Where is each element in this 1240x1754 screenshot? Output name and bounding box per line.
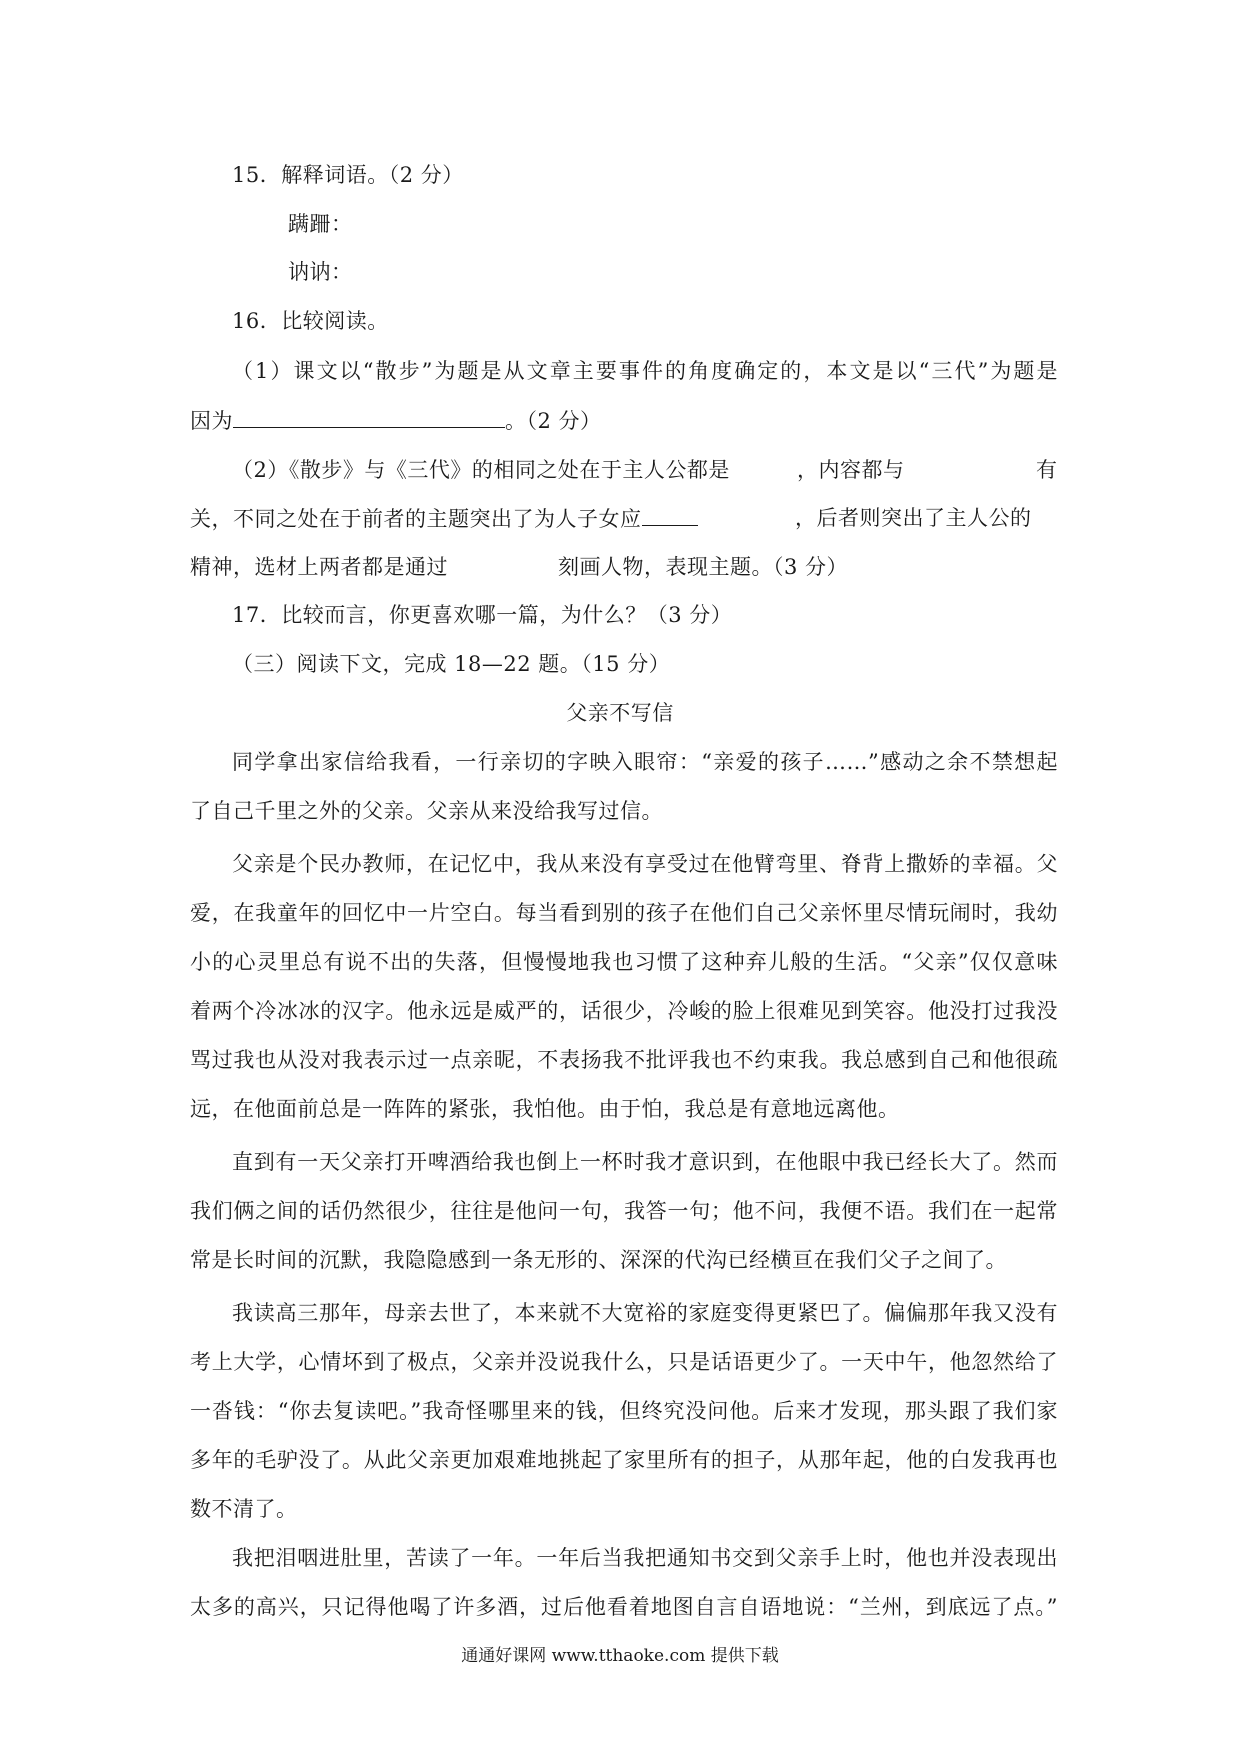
article-line: 太多的高兴，只记得他喝了许多酒，过后他看着地图自言自语地说：“兰州，到底远了点。” [190,1595,1058,1619]
article-line: 了自己千里之外的父亲。父亲从来没给我写过信。 [190,799,663,823]
question-16-part2-line1b: ，内容都与 [797,458,905,482]
question-17-title: 17．比较而言，你更喜欢哪一篇，为什么？（3 分） [232,603,733,627]
article-line: 直到有一天父亲打开啤酒给我也倒上一杯时我才意识到，在他眼中我已经长大了。然而 [232,1150,1058,1174]
article-line: 我把泪咽进肚里，苦读了一年。一年后当我把通知书交到父亲手上时，他也并没表现出 [232,1546,1058,1570]
question-16-part2-line1c: 有 [1036,458,1058,482]
section-3-title: （三）阅读下文，完成 18—22 题。（15 分） [232,652,671,676]
question-16-part1-line1: （1）课文以“散步”为题是从文章主要事件的角度确定的，本文是以“三代”为题是 [232,359,1058,383]
article-line: 父亲是个民办教师，在记忆中，我从来没有享受过在他臂弯里、脊背上撒娇的幸福。父 [232,852,1058,876]
article-line: 小的心灵里总有说不出的失落，但慢慢地我也习惯了这种弃儿般的生活。“父亲”仅仅意味 [190,950,1058,974]
question-15-word-2: 讷讷： [288,260,353,284]
article-line: 我们俩之间的话仍然很少，往往是他问一句，我答一句；他不问，我便不语。我们在一起常 [190,1199,1058,1223]
article-line: 同学拿出家信给我看，一行亲切的字映入眼帘：“亲爱的孩子……”感动之余不禁想起 [232,750,1058,774]
page-footer: 通通好课网 www.tthaoke.com 提供下载 [461,1646,779,1666]
answer-blank-duty[interactable] [642,503,698,526]
question-16-part2-line3b: 刻画人物，表现主题。（3 分） [558,555,849,579]
question-15-word-1: 蹒跚： [288,212,353,236]
article-line: 远，在他面前总是一阵阵的紧张，我怕他。由于怕，我总是有意地远离他。 [190,1097,900,1121]
question-16-part2-line3a: 精神，选材上两者都是通过 [190,555,448,579]
article-line: 考上大学，心情坏到了极点，父亲并没说我什么，只是话语更少了。一天中午，他忽然给了 [190,1350,1058,1374]
question-16-part1-suffix: 。（2 分） [505,409,602,433]
article-line: 多年的毛驴没了。从此父亲更加艰难地挑起了家里所有的担子，从那年起，他的白发我再也 [190,1448,1058,1472]
answer-blank-reason[interactable] [233,405,505,428]
article-title: 父亲不写信 [566,701,674,725]
question-16-part2-line2 [190,503,698,534]
question-16-title: 16．比较阅读。 [232,309,389,333]
article-line: 爱，在我童年的回忆中一片空白。每当看到别的孩子在他们自己父亲怀里尽情玩闹时，我幼 [190,901,1058,925]
article-line: 骂过我也从没对我表示过一点亲昵，不表扬我不批评我也不约束我。我总感到自己和他很疏 [190,1048,1058,1072]
article-line: 我读高三那年，母亲去世了，本来就不大宽裕的家庭变得更紧巴了。偏偏那年我又没有 [232,1301,1058,1325]
question-15-title: 15．解释词语。（2 分） [232,163,464,187]
question-16-part2-line1a: （2）《散步》与《三代》的相同之处在于主人公都是 [232,458,730,482]
article-line: 着两个冷冰冰的汉字。他永远是威严的，话很少，冷峻的脸上很难见到笑容。他没打过我没 [190,999,1058,1023]
question-16-part2-line2b: ，后者则突出了主人公的 [795,506,1032,530]
article-line: 常是长时间的沉默，我隐隐感到一条无形的、深深的代沟已经横亘在我们父子之间了。 [190,1248,1007,1272]
article-line: 一沓钱：“你去复读吧。”我奇怪哪里来的钱，但终究没问他。后来才发现，那头跟了我们家 [190,1399,1058,1423]
question-16-part1-line2 [190,405,602,436]
article-line: 数不清了。 [190,1497,298,1521]
question-16-part1-prefix: 因为 [190,409,233,433]
question-16-part2-line2a: 关，不同之处在于前者的主题突出了为人子女应 [190,507,642,531]
